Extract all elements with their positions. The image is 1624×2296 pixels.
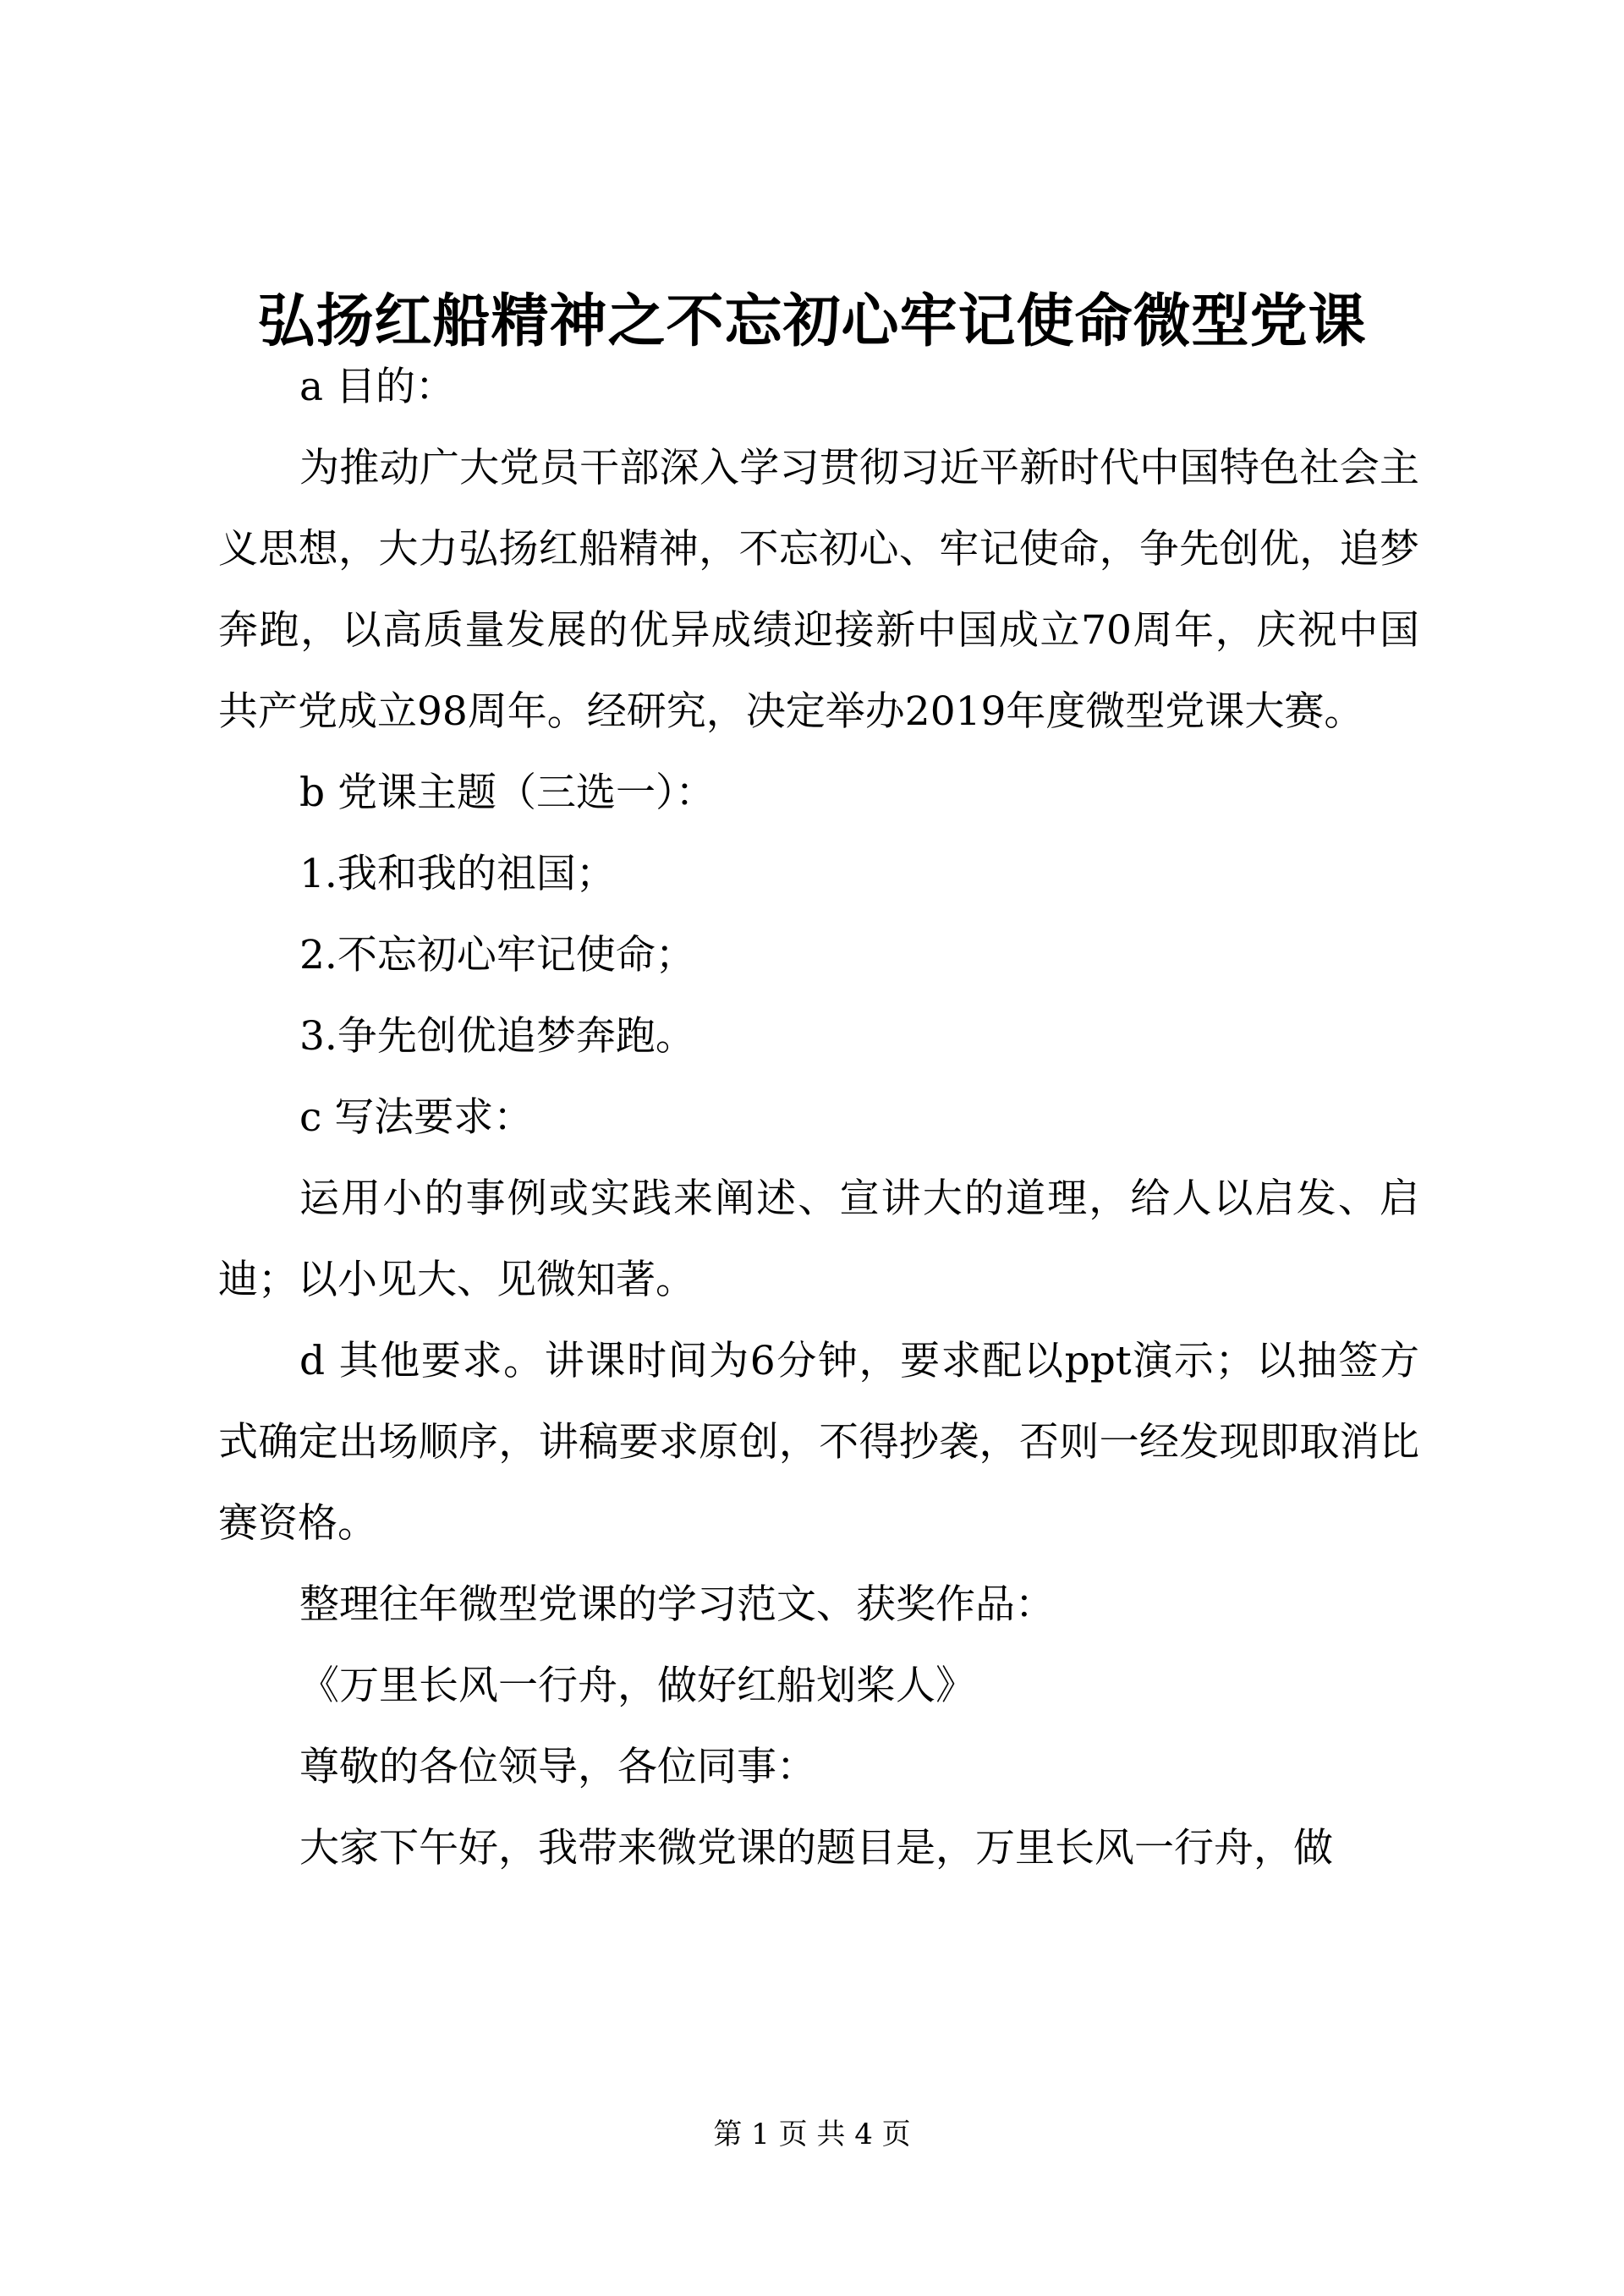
document-title: 弘扬红船精神之不忘初心牢记使命微型党课: [257, 288, 1367, 355]
paragraph-theme-heading: b 党课主题（三选一）：: [299, 770, 716, 816]
document-body: [218, 347, 1419, 1889]
page-number-footer: 第 1 页 共 4 页: [713, 2118, 911, 2151]
paragraph-sample-title: 《万里长风一行舟，做好红船划桨人》: [299, 1663, 975, 1709]
paragraph-purpose-heading: a 目的：: [299, 364, 455, 410]
paragraph-writing: 运用小的事例或实践来阐述、宣讲大的道理，给人以启发、启迪；以小见大、见微知著。: [218, 1175, 1419, 1303]
paragraph-samples-intro: 整理往年微型党课的学习范文、获奖作品：: [299, 1581, 1055, 1628]
paragraph-purpose: 为推动广大党员干部深入学习贯彻习近平新时代中国特色社会主义思想，大力弘扬红船精神，不忘初心、牢记使命，争先创优，追梦奔跑，以高质量发展的优异成绩迎接新中国成立70周年，庆祝中国共产党成立98周年。经研究，决定举办2019年度微型党课大赛。: [218, 445, 1419, 735]
paragraph-other-requirements: d 其他要求。讲课时间为6分钟，要求配以ppt演示；以抽签方式确定出场顺序，讲稿要求原创，不得抄袭，否则一经发现即取消比赛资格。: [218, 1338, 1419, 1547]
paragraph-writing-heading: c 写法要求：: [299, 1094, 534, 1141]
paragraph-salutation: 尊敬的各位领导，各位同事：: [299, 1744, 816, 1790]
paragraph-theme-1: 1.我和我的祖国；: [299, 851, 616, 897]
paragraph-theme-2: 2.不忘初心牢记使命；: [299, 932, 695, 978]
paragraph-theme-3: 3.争先创优追梦奔跑。: [299, 1013, 695, 1060]
paragraph-speech-opening: 大家下午好，我带来微党课的题目是，万里长风一行舟，做: [299, 1825, 1333, 1871]
